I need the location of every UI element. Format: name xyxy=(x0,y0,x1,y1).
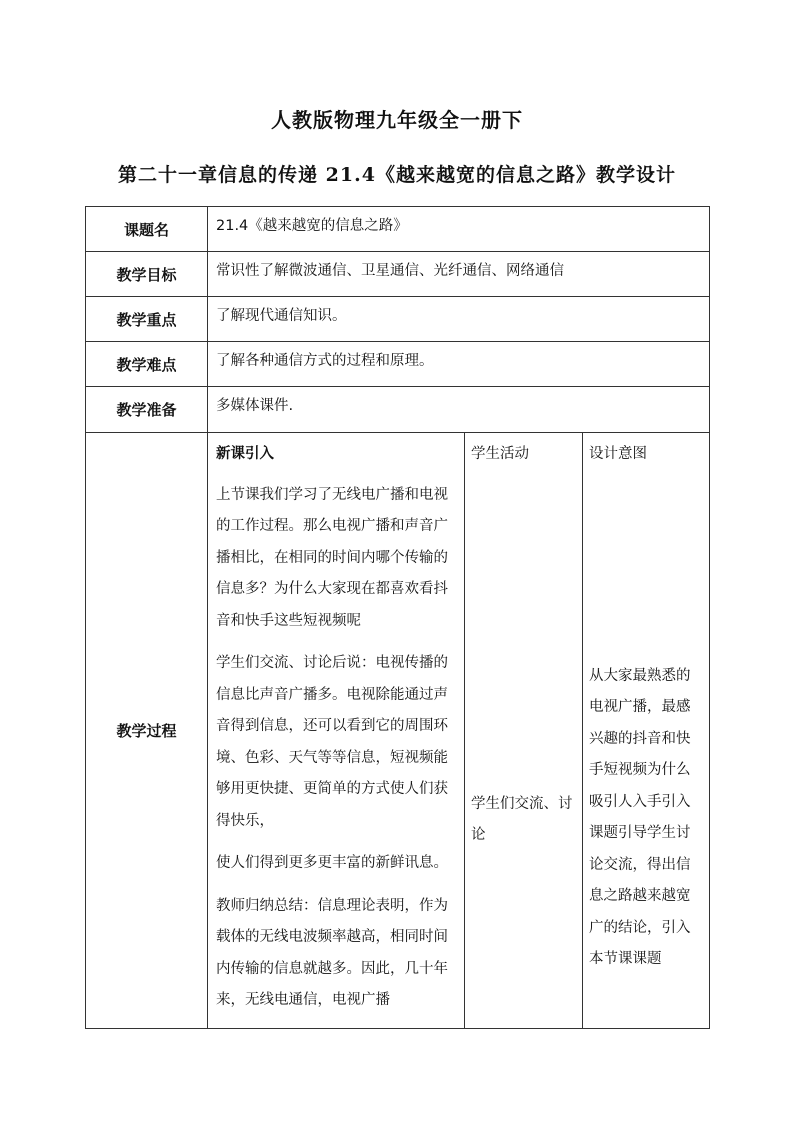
row-value-preparation: 多媒体课件. xyxy=(208,387,710,433)
table-row-process xyxy=(86,433,710,1029)
table-row xyxy=(86,387,710,433)
table-row xyxy=(86,297,710,342)
document-subtitle: 第二十一章信息的传递 21.4《越来越宽的信息之路》教学设计 xyxy=(118,164,676,186)
student-activity-header: 学生活动 xyxy=(471,446,529,462)
design-intent-cell xyxy=(583,433,710,1029)
row-label-preparation: 教学准备 xyxy=(86,387,208,433)
row-label-process: 教学过程 xyxy=(86,433,208,1029)
design-intent-header: 设计意图 xyxy=(589,446,647,462)
table-row xyxy=(86,342,710,387)
process-content-header: 新课引入 xyxy=(216,446,274,462)
table-row xyxy=(86,252,710,297)
student-activity-text: 学生们交流、讨论 xyxy=(471,795,573,843)
row-label-difficulty: 教学难点 xyxy=(86,342,208,387)
table-row xyxy=(86,207,710,252)
student-activity-cell xyxy=(465,433,583,1029)
lesson-plan-table xyxy=(85,206,710,1029)
row-value-topic: 21.4《越来越宽的信息之路》 xyxy=(208,207,710,252)
row-value-objective: 常识性了解微波通信、卫星通信、光纤通信、网络通信 xyxy=(208,252,710,297)
design-intent-text: 从大家最熟悉的电视广播，最感兴趣的抖音和快手短视频为什么吸引人入手引入课题引导学生讨论交流，得出信息之路越来越宽广的结论，引入本节课课题 xyxy=(589,667,691,967)
process-paragraph: 上节课我们学习了无线电广播和电视的工作过程。那么电视广播和声音广播相比，在相同的时间内哪个传输的信息多？为什么大家现在都喜欢看抖音和快手这些短视频呢 xyxy=(216,486,448,629)
row-label-topic: 课题名 xyxy=(86,207,208,252)
process-paragraph: 学生们交流、讨论后说：电视传播的信息比声音广播多。电视除能通过声音得到信息，还可以看到它的周围环境、色彩、天气等等信息，短视频能够用更快捷、更简单的方式使人们获得快乐， xyxy=(216,655,448,829)
document-title: 人教版物理九年级全一册下 xyxy=(271,108,523,132)
process-paragraph: 教师归纳总结：信息理论表明，作为载体的无线电波频率越高，相同时间内传输的信息就越多。因此，几十年来，无线电通信，电视广播 xyxy=(216,897,448,1008)
process-content-cell xyxy=(208,433,465,1029)
row-value-difficulty: 了解各种通信方式的过程和原理。 xyxy=(208,342,710,387)
process-paragraph: 使人们得到更多更丰富的新鲜讯息。 xyxy=(216,855,448,871)
row-label-objective: 教学目标 xyxy=(86,252,208,297)
row-value-key-point: 了解现代通信知识。 xyxy=(208,297,710,342)
row-label-key-point: 教学重点 xyxy=(86,297,208,342)
